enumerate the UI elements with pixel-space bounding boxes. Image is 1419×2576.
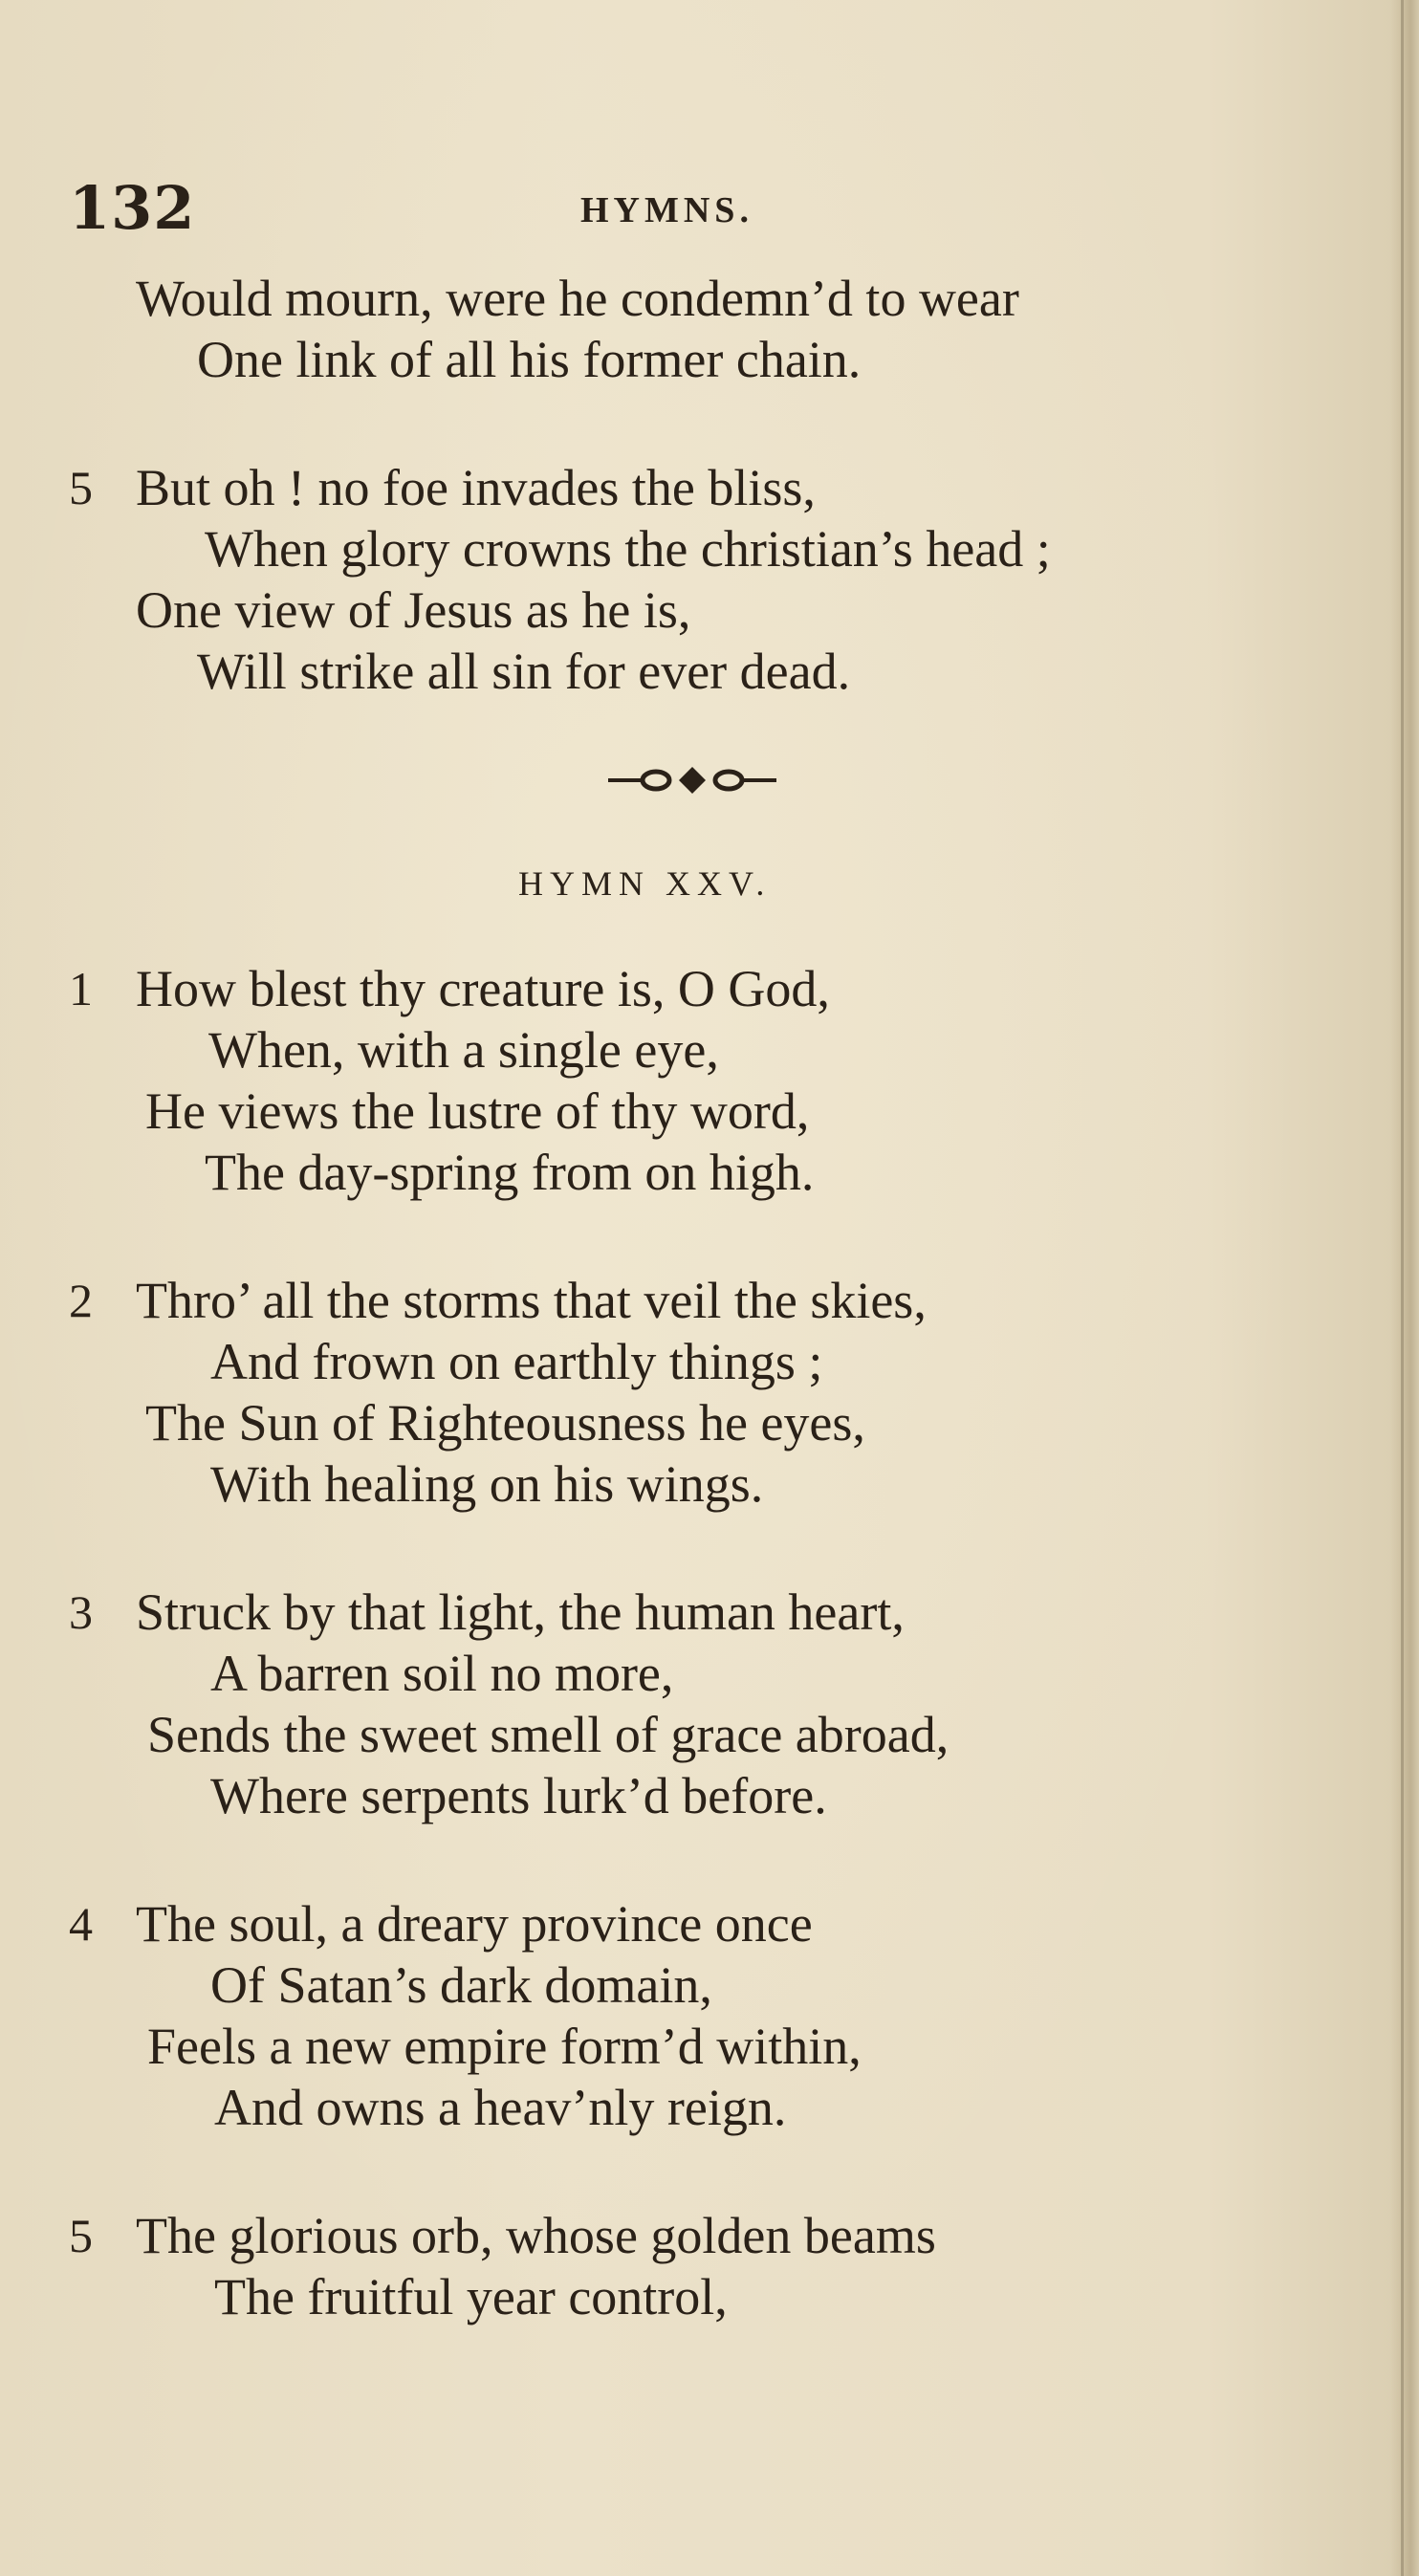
running-title: HYMNS. — [580, 190, 753, 230]
hymn-title: HYMN XXV. — [518, 864, 772, 903]
verse-line-text: Where serpents lurk’d before. — [210, 1767, 827, 1824]
stanza-number: 5 — [69, 2209, 93, 2262]
verse-line — [69, 1453, 1331, 1515]
verse-line-text: Thro’ all the storms that veil the skies, — [136, 1272, 927, 1329]
verse-line-text: One view of Jesus as he is, — [136, 581, 691, 639]
verse-line-text: One link of all his former chain. — [197, 331, 862, 388]
verse-line-text: Of Satan’s dark domain, — [210, 1956, 712, 2014]
verse-line — [69, 457, 1331, 518]
running-head — [69, 170, 1264, 247]
verse-line — [69, 518, 1331, 579]
verse-line — [69, 1954, 1331, 2016]
verse-line — [69, 1893, 1331, 1954]
verse-line-text: The soul, a dreary province once — [136, 1895, 813, 1953]
verse-line-text: When, with a single eye, — [208, 1021, 719, 1079]
verse-line-text: And frown on earthly things ; — [210, 1333, 823, 1390]
verse-line-text: When glory crowns the christian’s head ; — [205, 520, 1051, 578]
verse-line-text: The day-spring from on high. — [205, 1144, 815, 1201]
verse-line — [69, 1331, 1331, 1392]
verse-line — [69, 1765, 1331, 1826]
decorative-divider-icon — [606, 763, 778, 797]
verse-line — [69, 1704, 1331, 1765]
page-body — [69, 268, 1331, 2327]
page-gutter — [1390, 0, 1419, 2576]
stanza-number: 2 — [69, 1274, 93, 1327]
stanza-number: 1 — [69, 962, 93, 1015]
stanza-number: 3 — [69, 1585, 93, 1639]
verse-line-text: The glorious orb, whose golden beams — [136, 2207, 936, 2264]
verse-line-text: The Sun of Righteousness he eyes, — [145, 1394, 865, 1452]
verse-line-text: Will strike all sin for ever dead. — [197, 643, 851, 700]
verse-line — [69, 2266, 1331, 2327]
verse-line — [69, 579, 1331, 641]
verse-line — [69, 1582, 1331, 1643]
verse-line-text: Sends the sweet smell of grace abroad, — [147, 1706, 950, 1763]
verse-line — [69, 1081, 1331, 1142]
verse-line-text: Would mourn, were he condemn’d to wear — [136, 270, 1019, 327]
verse-line — [69, 2016, 1331, 2077]
verse-line — [69, 2205, 1331, 2266]
verse-line — [69, 1392, 1331, 1453]
stanza-number: 5 — [69, 461, 93, 514]
stanza-number: 4 — [69, 1897, 93, 1951]
verse-line-text: But oh ! no foe invades the bliss, — [136, 459, 816, 516]
verse-line — [69, 1019, 1331, 1081]
verse-line — [69, 329, 1331, 390]
verse-line — [69, 958, 1331, 1019]
verse-line-text: The fruitful year control, — [214, 2268, 728, 2325]
verse-line-text: Feels a new empire form’d within, — [147, 2018, 862, 2075]
verse-line — [69, 268, 1331, 329]
verse-line-text: A barren soil no more, — [210, 1645, 674, 1702]
verse-line-text: How blest thy creature is, O God, — [136, 960, 830, 1017]
verse-line-text: And owns a heav’nly reign. — [214, 2079, 787, 2136]
verse-line — [69, 2077, 1331, 2138]
verse-line — [69, 1643, 1331, 1704]
verse-line-text: He views the lustre of thy word, — [145, 1082, 810, 1140]
verse-line-text: With healing on his wings. — [210, 1455, 764, 1513]
verse-line-text: Struck by that light, the human heart, — [136, 1583, 905, 1641]
binding-edge — [1401, 0, 1404, 2576]
verse-line — [69, 1142, 1331, 1203]
page-number: 132 — [69, 173, 196, 243]
decorative-divider — [69, 750, 1331, 817]
verse-line — [69, 641, 1331, 702]
verse-line — [69, 1270, 1331, 1331]
